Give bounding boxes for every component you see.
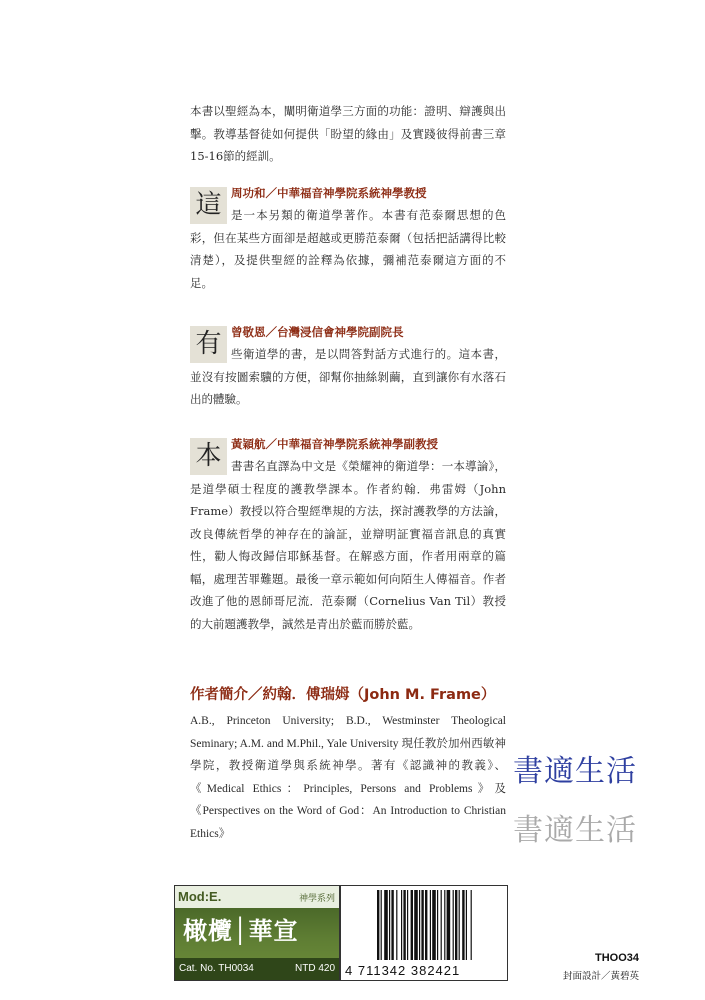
review-text: 書書名直譯為中文是《榮耀神的衛道學：一本導論》，是道學碩士程度的護教學課本。作者約翰．弗雷姆（John Frame）教授以符合聖經準規的方法，探討護教學的方法論，改良傳統哲學的神存在的論証，並辯明証實福音訊息的真實性，勸人悔改歸信耶穌基督。在解惑方面，作者用兩章的篇幅，處理苦罪難題。最後一章示範如何向陌生人傳福音。作者改進了他的恩師哥尼流．范泰爾（Cornelius Van Til）教授的大前題護教學，誠然是青出於藍而勝於藍。 (190, 459, 506, 631)
publisher-name: 橄欖│華宣 (183, 917, 299, 945)
catalog-row (175, 958, 339, 980)
drop-cap: 這 (190, 187, 227, 224)
drop-cap: 本 (190, 438, 227, 475)
brand-name-secondary: 書適生活 (513, 813, 637, 848)
barcode-bar (411, 890, 413, 960)
barcode-bar (396, 890, 397, 960)
barcode-bar (401, 890, 402, 960)
barcode-bar (441, 890, 442, 960)
barcode-bar (462, 890, 464, 960)
barcode-bar (419, 890, 420, 960)
barcode-bar (421, 890, 423, 960)
series-name: 神學系列 (298, 894, 335, 904)
reviewer-name: 黃穎航／中華福音神學院系統神學副教授 (231, 437, 438, 451)
barcode-bar (455, 890, 457, 960)
barcode-bar (425, 890, 427, 960)
barcode-bar (403, 890, 405, 960)
publisher-logo: Mod:E. (178, 889, 222, 904)
review-text: 些衛道學的書，是以問答對話方式進行的。這本書，並沒有按圖索驥的方便，卻幫你抽絲剝繭，直到讓你有水落石出的體驗。 (190, 347, 506, 406)
barcode (340, 885, 508, 981)
barcode-bar (384, 890, 388, 960)
catalog-number: Cat. No. TH0034 (179, 963, 254, 974)
barcode-bar (471, 890, 472, 960)
barcode-bars (377, 890, 503, 960)
barcode-bar (407, 890, 408, 960)
barcode-bar (437, 890, 438, 960)
book-code: THOO34 (594, 952, 639, 964)
price: NTD 420 (294, 963, 335, 974)
barcode-bar (381, 890, 382, 960)
barcode-bar (391, 890, 393, 960)
review-block-3 (190, 438, 506, 635)
cover-designer: 封面設計／黃碧英 (562, 971, 639, 982)
series-row (175, 886, 339, 908)
review-text: 是一本另類的衛道學著作。本書有范泰爾思想的色彩，但在某些方面卻是超越或更勝范泰爾（包括把話講得比較清楚），及提供聖經的詮釋為依據，彌補范泰爾這方面的不足。 (190, 208, 506, 290)
barcode-bar (459, 890, 460, 960)
barcode-bar (430, 890, 431, 960)
barcode-bar (466, 890, 467, 960)
barcode-bar (414, 890, 418, 960)
review-block-2 (190, 326, 506, 411)
reviewer-name: 曾敬恩／台灣浸信會神學院副院長 (231, 325, 404, 339)
barcode-bar (377, 890, 379, 960)
barcode-number: 4 711342 382421 (345, 963, 461, 978)
barcode-bar (444, 890, 445, 960)
publisher-label (174, 885, 340, 981)
barcode-bar (432, 890, 436, 960)
barcode-bar (447, 890, 451, 960)
brand-name-primary: 書適生活 (513, 754, 637, 789)
barcode-bar (389, 890, 390, 960)
reviewer-name: 周功和／中華福音神學院系統神學教授 (231, 186, 427, 200)
author-title: 作者簡介／約翰．傅瑞姆（John M. Frame） (190, 687, 496, 703)
author-bio: A.B., Princeton University; B.D., Westminster Theological Seminary; A.M. and M.Phil., Yale University 現任教於加州西敏神學院，教授衛道學與系統神學。著有《認識神的教義》、《Medical Ethics：Principles, Persons and Problems》及《Perspectives on the Word of God：An Introduction to Christian Ethics》 (190, 715, 506, 840)
review-block-1 (190, 187, 506, 294)
drop-cap: 有 (190, 326, 227, 363)
barcode-bar (453, 890, 454, 960)
intro-paragraph: 本書以聖經為本，闡明衛道學三方面的功能：證明、辯護與出擊。教導基督徒如何提供「盼望的緣由」及實踐彼得前書三章15-16節的經訓。 (190, 104, 506, 163)
